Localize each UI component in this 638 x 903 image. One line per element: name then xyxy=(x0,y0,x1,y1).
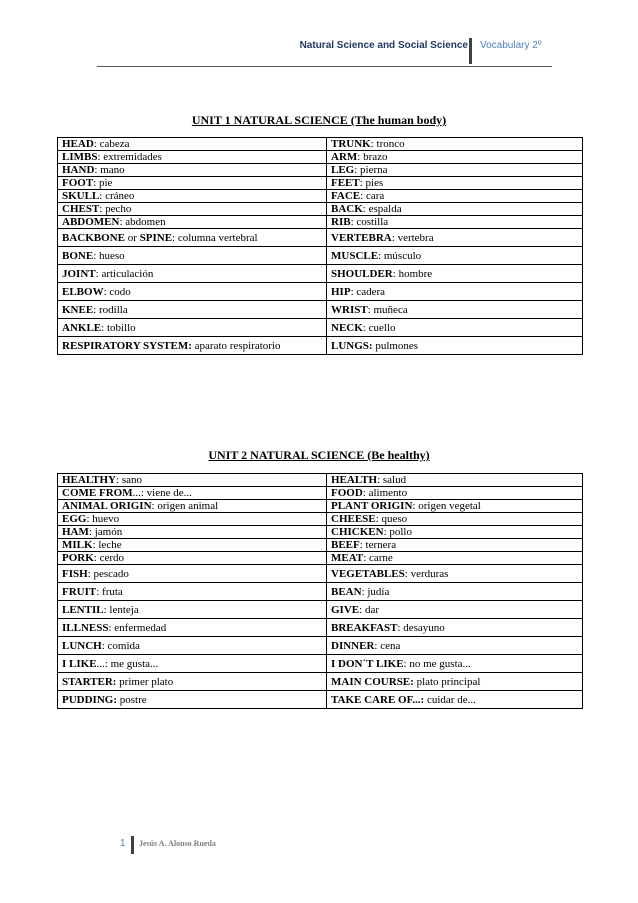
vocab-cell xyxy=(327,265,583,283)
vocab-row xyxy=(58,487,583,500)
vocab-separator: : xyxy=(392,267,399,280)
vocab-cell xyxy=(58,539,327,552)
header-title: Natural Science and Social Science xyxy=(299,40,468,51)
vocab-term: LUNGS: xyxy=(331,339,373,352)
vocab-translation: cara xyxy=(365,190,385,202)
vocab-cell xyxy=(58,487,327,500)
vocab-cell xyxy=(327,319,583,337)
vocab-term: RIB xyxy=(331,216,351,228)
unit2-vocab-table xyxy=(57,473,583,709)
vocab-cell xyxy=(327,474,583,487)
vocab-row xyxy=(58,583,583,601)
vocab-separator: : xyxy=(370,138,377,150)
footer-author: Jesús A. Alonso Rueda xyxy=(139,839,216,848)
vocab-cell xyxy=(327,151,583,164)
vocab-cell xyxy=(58,265,327,283)
vocab-separator: : xyxy=(391,231,398,244)
vocab-translation: pulmones xyxy=(375,339,419,352)
vocab-translation: dar xyxy=(364,603,379,616)
vocab-term: ELBOW xyxy=(62,285,104,298)
vocab-translation: salud xyxy=(382,474,407,486)
vocab-cell xyxy=(327,500,583,513)
vocab-cell xyxy=(327,583,583,601)
vocab-row xyxy=(58,552,583,565)
vocab-separator: : xyxy=(354,164,361,176)
page-footer xyxy=(0,836,638,856)
vocab-separator: : xyxy=(360,190,366,202)
vocab-cell xyxy=(327,673,583,691)
vocab-term: STARTER: xyxy=(62,675,117,688)
vocab-translation: costilla xyxy=(356,216,389,228)
vocab-separator: : xyxy=(412,500,419,512)
vocab-translation: postre xyxy=(119,693,147,706)
vocab-separator: : xyxy=(116,474,122,486)
vocab-row xyxy=(58,247,583,265)
vocab-row xyxy=(58,619,583,637)
vocab-translation: codo xyxy=(109,285,131,298)
vocab-term: FOOT xyxy=(62,177,94,189)
vocab-translation: pierna xyxy=(360,164,388,176)
vocab-translation: me gusta... xyxy=(110,657,159,670)
vocab-translation: cabeza xyxy=(99,138,130,150)
vocab-term: TAKE CARE OF...: xyxy=(331,693,425,706)
vocab-separator: : xyxy=(359,539,366,551)
vocab-translation: cuello xyxy=(368,321,396,334)
vocab-term: MUSCLE xyxy=(331,249,379,262)
vocab-cell xyxy=(327,513,583,526)
vocab-row xyxy=(58,164,583,177)
vocab-separator: : xyxy=(93,177,99,189)
vocab-term: SKULL xyxy=(62,190,100,202)
vocab-term: FACE xyxy=(331,190,361,202)
vocab-cell xyxy=(327,691,583,709)
vocab-cell xyxy=(58,474,327,487)
vocab-term: FOOD xyxy=(331,487,363,499)
vocab-cell xyxy=(327,601,583,619)
vocab-cell xyxy=(327,637,583,655)
vocab-term: VEGETABLES xyxy=(331,567,405,580)
vocab-translation: tobillo xyxy=(106,321,136,334)
vocab-row xyxy=(58,637,583,655)
vocab-cell xyxy=(58,565,327,583)
vocab-separator: : xyxy=(103,603,110,616)
vocab-translation: leche xyxy=(98,539,122,551)
vocab-separator: : xyxy=(397,621,404,634)
vocab-term: MAIN COURSE: xyxy=(331,675,414,688)
vocab-translation: sano xyxy=(121,474,142,486)
vocab-cell xyxy=(58,203,327,216)
vocab-cell xyxy=(327,526,583,539)
vocab-translation: aparato respiratorio xyxy=(194,339,281,352)
vocab-translation: pie xyxy=(98,177,113,189)
vocab-translation: comida xyxy=(107,639,140,652)
footer-divider xyxy=(131,836,134,854)
vocab-cell xyxy=(58,552,327,565)
vocab-cell xyxy=(58,673,327,691)
vocab-term: MEAT xyxy=(331,552,364,564)
vocab-separator: : xyxy=(97,151,104,163)
vocab-term: CHEST xyxy=(62,203,100,215)
vocab-separator: : xyxy=(92,539,99,551)
vocab-term: HAND xyxy=(62,164,95,176)
vocab-term: BACK xyxy=(331,203,363,215)
vocab-cell xyxy=(58,655,327,673)
vocab-term: FRUIT xyxy=(62,585,97,598)
vocab-row xyxy=(58,190,583,203)
vocab-translation: extremidades xyxy=(103,151,162,163)
vocab-translation: pecho xyxy=(105,203,132,215)
vocab-separator: : xyxy=(96,585,103,598)
vocab-translation: cadera xyxy=(356,285,386,298)
vocab-term: CHICKEN xyxy=(331,526,384,538)
vocab-term: LEG xyxy=(331,164,355,176)
vocab-translation: queso xyxy=(381,513,408,525)
vocab-row xyxy=(58,655,583,673)
vocab-row xyxy=(58,229,583,247)
unit2-title: UNIT 2 NATURAL SCIENCE (Be healthy) xyxy=(208,448,430,462)
vocab-cell xyxy=(327,552,583,565)
vocab-cell xyxy=(327,655,583,673)
vocab-row xyxy=(58,177,583,190)
vocab-translation: vertebra xyxy=(397,231,434,244)
vocab-cell xyxy=(58,151,327,164)
vocab-row xyxy=(58,539,583,552)
vocab-cell xyxy=(327,283,583,301)
vocab-separator: : xyxy=(359,603,365,616)
vocab-translation: cerdo xyxy=(99,552,125,564)
vocab-term: I LIKE xyxy=(62,657,97,670)
vocab-term: BACKBONE xyxy=(62,231,125,244)
vocab-translation: judía xyxy=(367,585,390,598)
vocab-separator: : xyxy=(101,639,108,652)
vocab-separator: : xyxy=(378,249,384,262)
vocab-cell xyxy=(58,283,327,301)
vocab-cell xyxy=(327,203,583,216)
vocab-cell xyxy=(327,164,583,177)
vocab-translation: mano xyxy=(100,164,125,176)
vocab-cell xyxy=(58,164,327,177)
vocab-translation: pescado xyxy=(93,567,129,580)
vocab-separator: : xyxy=(88,526,95,538)
vocab-row xyxy=(58,513,583,526)
vocab-translation: cuidar de... xyxy=(426,693,476,706)
vocab-translation: hueso xyxy=(99,249,125,262)
vocab-translation: alimento xyxy=(368,487,408,499)
vocab-cell xyxy=(58,601,327,619)
vocab-separator: : xyxy=(359,177,366,189)
vocab-translation: desayuno xyxy=(403,621,445,634)
vocab-translation: rodilla xyxy=(99,303,128,316)
vocab-translation: carne xyxy=(369,552,393,564)
vocab-separator: : xyxy=(99,203,106,215)
vocab-term: BREAKFAST xyxy=(331,621,398,634)
vocab-separator: : xyxy=(86,513,93,525)
vocab-row xyxy=(58,319,583,337)
unit1-title: UNIT 1 NATURAL SCIENCE (The human body) xyxy=(191,113,447,127)
vocab-cell xyxy=(327,216,583,229)
header-rule xyxy=(97,66,552,67)
vocab-term: PLANT ORIGIN xyxy=(331,500,413,512)
vocab-row xyxy=(58,526,583,539)
vocab-cell xyxy=(327,301,583,319)
vocab-cell xyxy=(327,565,583,583)
vocab-term: BEAN xyxy=(331,585,362,598)
vocab-term: SPINE xyxy=(139,231,173,244)
vocab-translation: enfermedad xyxy=(114,621,167,634)
vocab-translation: pollo xyxy=(389,526,412,538)
vocab-term: JOINT xyxy=(62,267,96,280)
vocab-translation: huevo xyxy=(92,513,120,525)
vocab-separator: ...: xyxy=(96,657,111,670)
vocab-translation: origen animal xyxy=(157,500,219,512)
vocab-term: MILK xyxy=(62,539,93,551)
vocab-translation: ternera xyxy=(365,539,397,551)
vocab-term: I DON´T LIKE xyxy=(331,657,404,670)
vocab-separator: : xyxy=(172,231,178,244)
vocab-separator: : xyxy=(350,216,357,228)
vocab-cell xyxy=(58,301,327,319)
vocab-row xyxy=(58,337,583,355)
vocab-cell xyxy=(58,138,327,151)
vocab-cell xyxy=(58,337,327,355)
vocab-cell xyxy=(327,337,583,355)
vocab-separator: : xyxy=(94,164,101,176)
vocab-translation: tronco xyxy=(376,138,405,150)
vocab-term: BEEF xyxy=(331,539,360,551)
vocab-separator: : xyxy=(93,552,100,564)
vocab-translation: pies xyxy=(365,177,384,189)
vocab-cell xyxy=(327,190,583,203)
vocab-translation: verduras xyxy=(410,567,449,580)
vocab-cell xyxy=(58,637,327,655)
vocab-separator: : xyxy=(357,151,364,163)
vocab-separator: : xyxy=(108,621,115,634)
vocab-row xyxy=(58,500,583,513)
vocab-cell xyxy=(327,229,583,247)
header-divider xyxy=(469,38,472,64)
vocab-separator: : xyxy=(362,487,369,499)
vocab-separator: : xyxy=(99,190,106,202)
vocab-translation: jamón xyxy=(94,526,123,538)
vocab-translation: cráneo xyxy=(105,190,135,202)
vocab-row xyxy=(58,691,583,709)
vocab-term: LUNCH xyxy=(62,639,102,652)
vocab-separator: or xyxy=(124,231,140,244)
vocab-row xyxy=(58,601,583,619)
vocab-cell xyxy=(58,526,327,539)
vocab-translation: músculo xyxy=(383,249,422,262)
vocab-translation: viene de... xyxy=(146,487,192,499)
vocab-separator: : xyxy=(403,657,410,670)
vocab-row xyxy=(58,565,583,583)
vocab-term: ANKLE xyxy=(62,321,102,334)
vocab-translation: cena xyxy=(380,639,401,652)
vocab-term: PORK xyxy=(62,552,94,564)
header-subject: Vocabulary 2º xyxy=(480,40,542,51)
vocab-term: ANIMAL ORIGIN xyxy=(62,500,152,512)
vocab-translation: origen vegetal xyxy=(418,500,481,512)
vocab-row xyxy=(58,283,583,301)
vocab-cell xyxy=(58,216,327,229)
vocab-translation: columna vertebral xyxy=(177,231,258,244)
vocab-separator: : xyxy=(101,321,107,334)
vocab-term: RESPIRATORY SYSTEM: xyxy=(62,339,192,352)
vocab-term: CHEESE xyxy=(331,513,376,525)
vocab-term: HAM xyxy=(62,526,89,538)
vocab-row xyxy=(58,216,583,229)
vocab-separator: : xyxy=(350,285,357,298)
vocab-term: NECK xyxy=(331,321,363,334)
vocab-term: HEALTH xyxy=(331,474,378,486)
vocab-row xyxy=(58,673,583,691)
vocab-term: TRUNK xyxy=(331,138,371,150)
vocab-separator: : xyxy=(93,303,99,316)
vocab-term: PUDDING: xyxy=(62,693,117,706)
page-header xyxy=(0,40,638,62)
vocab-row xyxy=(58,265,583,283)
vocab-separator: : xyxy=(119,216,126,228)
vocab-separator: : xyxy=(151,500,158,512)
vocab-row xyxy=(58,151,583,164)
vocab-term: HEAD xyxy=(62,138,94,150)
vocab-separator: : xyxy=(103,285,110,298)
vocab-cell xyxy=(58,583,327,601)
vocab-cell xyxy=(327,138,583,151)
vocab-cell xyxy=(58,513,327,526)
vocab-term: HIP xyxy=(331,285,351,298)
vocab-separator: : xyxy=(87,567,94,580)
vocab-separator: : xyxy=(361,585,368,598)
vocab-cell xyxy=(58,229,327,247)
vocab-separator: : xyxy=(374,639,381,652)
vocab-separator: : xyxy=(362,321,369,334)
vocab-term: HEALTHY xyxy=(62,474,117,486)
vocab-cell xyxy=(58,190,327,203)
vocab-term: DINNER xyxy=(331,639,375,652)
vocab-cell xyxy=(58,319,327,337)
vocab-row xyxy=(58,138,583,151)
vocab-cell xyxy=(58,619,327,637)
vocab-term: ILLNESS xyxy=(62,621,109,634)
vocab-translation: brazo xyxy=(363,151,388,163)
vocab-translation: muñeca xyxy=(373,303,408,316)
vocab-cell xyxy=(58,691,327,709)
vocab-translation: articulación xyxy=(101,267,154,280)
vocab-separator: : xyxy=(95,267,102,280)
vocab-term: FISH xyxy=(62,567,88,580)
vocab-translation: abdomen xyxy=(125,216,166,228)
vocab-term: SHOULDER xyxy=(331,267,393,280)
vocab-term: GIVE xyxy=(331,603,360,616)
vocab-term: BONE xyxy=(62,249,94,262)
vocab-translation: fruta xyxy=(102,585,123,598)
vocab-cell xyxy=(327,539,583,552)
vocab-term: VERTEBRA xyxy=(331,231,392,244)
unit1-vocab-table xyxy=(57,137,583,355)
vocab-cell xyxy=(58,500,327,513)
vocab-separator: : xyxy=(377,474,383,486)
vocab-translation: no me gusta... xyxy=(409,657,471,670)
vocab-term: KNEE xyxy=(62,303,94,316)
vocab-separator: : xyxy=(367,303,374,316)
vocab-cell xyxy=(58,247,327,265)
vocab-term: LENTIL xyxy=(62,603,104,616)
vocab-separator: : xyxy=(362,203,369,215)
vocab-translation: primer plato xyxy=(119,675,174,688)
vocab-cell xyxy=(58,177,327,190)
vocab-row xyxy=(58,301,583,319)
vocab-term: EGG xyxy=(62,513,87,525)
vocab-term: WRIST xyxy=(331,303,368,316)
vocab-row xyxy=(58,474,583,487)
vocab-separator: : xyxy=(404,567,411,580)
vocab-separator: : xyxy=(93,138,100,150)
vocab-term: COME FROM xyxy=(62,487,133,499)
vocab-separator: ...: xyxy=(132,487,147,499)
vocab-separator: : xyxy=(93,249,99,262)
vocab-translation: lenteja xyxy=(109,603,139,616)
vocab-cell xyxy=(327,619,583,637)
vocab-cell xyxy=(327,247,583,265)
vocab-translation: hombre xyxy=(398,267,433,280)
vocab-separator: : xyxy=(375,513,382,525)
vocab-separator: : xyxy=(383,526,390,538)
vocab-translation: plato principal xyxy=(416,675,481,688)
vocab-term: FEET xyxy=(331,177,360,189)
vocab-cell xyxy=(327,487,583,500)
vocab-row xyxy=(58,203,583,216)
vocab-cell xyxy=(327,177,583,190)
vocab-term: LIMBS xyxy=(62,151,98,163)
vocab-term: ABDOMEN xyxy=(62,216,120,228)
vocab-term: ARM xyxy=(331,151,358,163)
vocab-translation: espalda xyxy=(368,203,402,215)
page-number: 1 xyxy=(120,838,126,849)
vocab-separator: : xyxy=(363,552,369,564)
